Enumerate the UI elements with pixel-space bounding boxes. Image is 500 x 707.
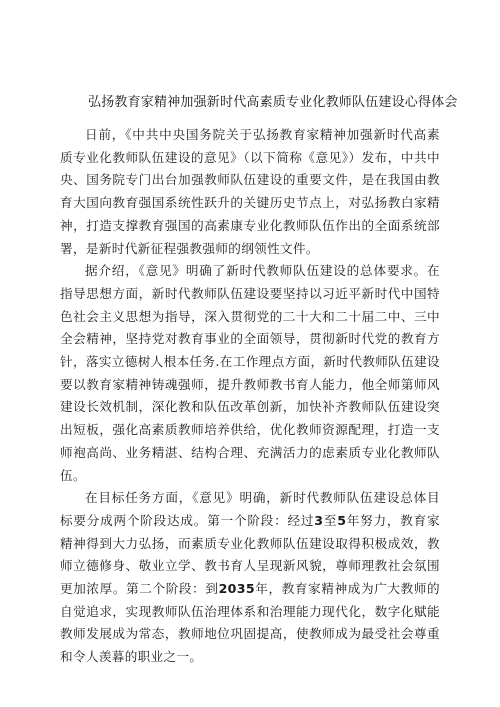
- paragraph-intro: 日前，《中共中央国务院关于弘扬教育家精神加强新时代高素质专业化教师队伍建设的意见》（以下简称《意见》）发布，中共中央、国务院专门出台加强教师队伍建设的重要文件，是在我国由教育大国向教育强国系统性跃升的关键历史节点上，对弘扬教白家精神，打造支撑教育强国的高素康专业化教师队伍作出的全面系统部署，是新时代新征程强教强师的纲领性文件。: [60, 127, 440, 256]
- goals-text-3: 年努力，教育家精神得到大力弘扬，而素质专业化教师队伍建设取得积极成效，教师立德修身、敬业立学、教书育人呈现新风貌，尊师理教社会氛围更加浓厚。第二个阶段：到: [60, 512, 440, 597]
- paragraph-overall-requirements: 据介绍，《意见》明确了新时代教师队伍建设的总体要求。在指导思想方面，新时代教师队伍建设要坚持以习近平新时代中国特色社会主义思想为指导，深入贯彻党的二十大和二十届二中、三中全会精神，坚持党对教育事业的全面领导，贯彻新时代党的教育方针，落实立德树人根本任务.在工作理点方面，新时代教师队伍建设要以教育家精神铸魂强师，提升教师教书育人能力，他全师第师风建设长效机制，深化教和队伍改革创新，加快补齐教师队伍建设突出短板，强化高素质教师培养供给，优化教师资源配理，打造一支师袍高尚、业务精湛、结构合理、充满活力的虑素质专业化教师队伍。: [60, 263, 440, 483]
- goals-number-3: 3: [314, 512, 324, 528]
- goals-number-5: 5: [337, 512, 347, 528]
- paragraph-goals: [60, 487, 440, 669]
- document-body: [60, 124, 440, 669]
- goals-year-2035: 2035: [218, 581, 256, 597]
- goals-text-4: 年，教育家精神成为广大教师的自觉追求，实现教师队伍治理体系和治理能力现代化，数字化赋能教师发展成为常态，教师地位巩固提高，使教师成为最受社会尊重和令人羡暮的职业之一。: [60, 581, 440, 665]
- goals-text-2: 至: [323, 512, 338, 528]
- document-title: 弘扬教育家精神加强新时代高素质专业化教师队伍建设心得体会: [88, 95, 458, 110]
- goals-text-1: 在目标任务方面，《意见》明确，新时代教师队伍建设总体目标要分成两个阶段达成。第一个阶段：经过: [60, 490, 440, 528]
